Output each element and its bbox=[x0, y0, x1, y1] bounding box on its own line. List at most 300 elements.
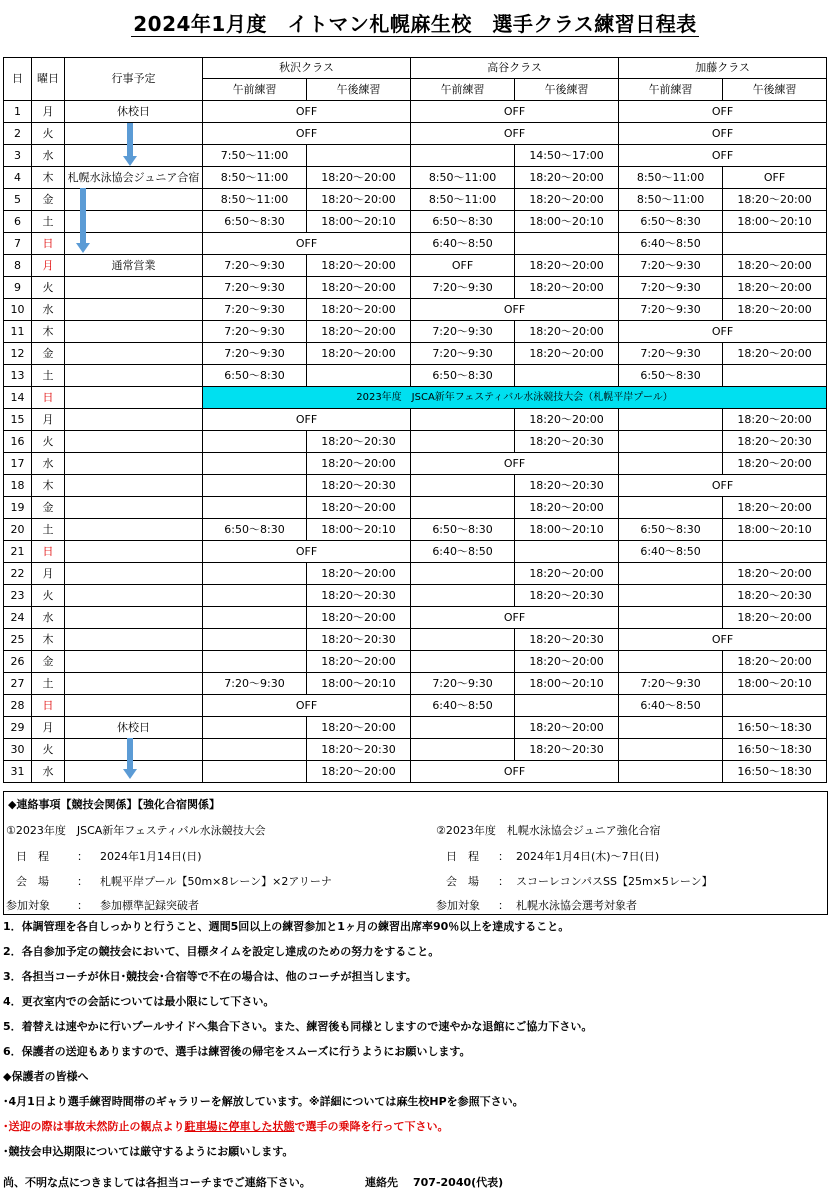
practice-cell: 8:50～11:00 bbox=[619, 167, 723, 189]
practice-cell: OFF bbox=[619, 145, 827, 167]
notice-heading: ◆連絡事項【競技会関係】【強化合宿関係】 bbox=[8, 798, 220, 811]
day-cell: 13 bbox=[4, 365, 32, 387]
practice-cell: OFF bbox=[619, 321, 827, 343]
schedule-row bbox=[4, 233, 827, 255]
practice-cell: 7:20～9:30 bbox=[411, 673, 515, 695]
practice-cell: 18:20～20:00 bbox=[515, 277, 619, 299]
event-2-date-label: 日 程 bbox=[446, 850, 479, 863]
day-cell: 28 bbox=[4, 695, 32, 717]
practice-cell bbox=[411, 145, 515, 167]
practice-cell: 6:50～8:30 bbox=[619, 365, 723, 387]
practice-cell: 18:20～20:30 bbox=[307, 431, 411, 453]
schedule-row bbox=[4, 365, 827, 387]
practice-cell: 18:20～20:00 bbox=[723, 497, 827, 519]
practice-cell: OFF bbox=[411, 255, 515, 277]
practice-cell bbox=[203, 739, 307, 761]
header-am: 午前練習 bbox=[411, 79, 515, 101]
practice-cell: OFF bbox=[411, 299, 619, 321]
practice-cell bbox=[619, 739, 723, 761]
practice-cell: 7:20～9:30 bbox=[203, 343, 307, 365]
event-cell bbox=[65, 629, 203, 651]
practice-cell bbox=[411, 739, 515, 761]
practice-cell: 18:20～20:00 bbox=[723, 651, 827, 673]
practice-cell bbox=[411, 475, 515, 497]
practice-cell: 8:50～11:00 bbox=[619, 189, 723, 211]
event-2-venue: スコーレコンパスSS【25m×5レーン】 bbox=[516, 875, 713, 888]
weekday-cell: 火 bbox=[32, 739, 65, 761]
weekday-cell: 日 bbox=[32, 387, 65, 409]
practice-cell: 7:20～9:30 bbox=[411, 343, 515, 365]
practice-cell bbox=[411, 717, 515, 739]
practice-cell: 18:20～20:30 bbox=[307, 739, 411, 761]
schedule-row bbox=[4, 409, 827, 431]
practice-cell: 16:50～18:30 bbox=[723, 761, 827, 783]
practice-cell: OFF bbox=[411, 101, 619, 123]
schedule-row bbox=[4, 101, 827, 123]
practice-cell bbox=[619, 761, 723, 783]
weekday-cell: 木 bbox=[32, 475, 65, 497]
practice-cell: OFF bbox=[203, 233, 411, 255]
practice-cell: 18:00～20:10 bbox=[307, 519, 411, 541]
practice-cell: 7:20～9:30 bbox=[619, 277, 723, 299]
practice-cell: 7:20～9:30 bbox=[203, 673, 307, 695]
rule-item: 3．各担当コーチが休日･競技会･合宿等で不在の場合は、他のコーチが担当します。 bbox=[3, 970, 417, 983]
practice-cell: 18:20～20:00 bbox=[307, 453, 411, 475]
practice-cell: 18:20～20:00 bbox=[723, 607, 827, 629]
practice-cell: 6:50～8:30 bbox=[619, 211, 723, 233]
header-day: 日 bbox=[4, 58, 32, 101]
schedule-row bbox=[4, 189, 827, 211]
practice-cell: 7:20～9:30 bbox=[619, 255, 723, 277]
schedule-row bbox=[4, 453, 827, 475]
event-cell: 休校日 bbox=[65, 717, 203, 739]
weekday-cell: 月 bbox=[32, 563, 65, 585]
day-cell: 26 bbox=[4, 651, 32, 673]
day-cell: 3 bbox=[4, 145, 32, 167]
practice-cell: OFF bbox=[411, 607, 619, 629]
schedule-row bbox=[4, 651, 827, 673]
event-cell bbox=[65, 651, 203, 673]
practice-cell bbox=[307, 365, 411, 387]
practice-cell: 18:20～20:00 bbox=[515, 651, 619, 673]
header-pm: 午後練習 bbox=[515, 79, 619, 101]
colon: ： bbox=[77, 875, 88, 888]
event-cell bbox=[65, 475, 203, 497]
practice-cell: OFF bbox=[203, 541, 411, 563]
schedule-row bbox=[4, 255, 827, 277]
practice-cell bbox=[203, 497, 307, 519]
practice-cell bbox=[411, 409, 515, 431]
header-class-takaya: 高谷クラス bbox=[411, 58, 619, 79]
day-cell: 15 bbox=[4, 409, 32, 431]
practice-cell: 18:20～20:00 bbox=[307, 255, 411, 277]
practice-cell bbox=[515, 233, 619, 255]
practice-cell bbox=[307, 145, 411, 167]
header-event: 行事予定 bbox=[65, 58, 203, 101]
event-cell bbox=[65, 365, 203, 387]
practice-cell: 7:20～9:30 bbox=[203, 299, 307, 321]
day-cell: 29 bbox=[4, 717, 32, 739]
rule-item: 5．着替えは速やかに行いプールサイドへ集合下さい。また、練習後も同様としますので速やかな退館にご協力下さい。 bbox=[3, 1020, 593, 1033]
weekday-cell: 水 bbox=[32, 453, 65, 475]
schedule-row bbox=[4, 673, 827, 695]
guardians-line-deadline: ･競技会申込期限については厳守するようにお願いします。 bbox=[3, 1145, 294, 1158]
practice-cell: 18:20～20:30 bbox=[307, 629, 411, 651]
practice-cell bbox=[203, 475, 307, 497]
event-cell bbox=[65, 453, 203, 475]
practice-cell: 18:20～20:00 bbox=[515, 497, 619, 519]
weekday-cell: 日 bbox=[32, 233, 65, 255]
weekday-cell: 月 bbox=[32, 409, 65, 431]
practice-cell bbox=[203, 629, 307, 651]
day-cell: 21 bbox=[4, 541, 32, 563]
practice-cell bbox=[203, 563, 307, 585]
practice-cell: 6:50～8:30 bbox=[203, 365, 307, 387]
schedule-row bbox=[4, 497, 827, 519]
day-cell: 12 bbox=[4, 343, 32, 365]
practice-cell: 6:50～8:30 bbox=[203, 211, 307, 233]
header-class-akizawa: 秋沢クラス bbox=[203, 58, 411, 79]
weekday-cell: 火 bbox=[32, 277, 65, 299]
weekday-cell: 月 bbox=[32, 717, 65, 739]
practice-cell bbox=[411, 497, 515, 519]
event-2-target-label: 参加対象 bbox=[436, 899, 480, 912]
day-cell: 19 bbox=[4, 497, 32, 519]
schedule-row bbox=[4, 541, 827, 563]
practice-cell: OFF bbox=[619, 475, 827, 497]
weekday-cell: 水 bbox=[32, 145, 65, 167]
page-title: 2024年1月度 イトマン札幌麻生校 選手クラス練習日程表 bbox=[133, 12, 697, 36]
practice-cell: 18:20～20:00 bbox=[515, 409, 619, 431]
practice-cell bbox=[411, 431, 515, 453]
practice-cell: 8:50～11:00 bbox=[203, 167, 307, 189]
day-cell: 30 bbox=[4, 739, 32, 761]
notice-box bbox=[3, 791, 828, 915]
practice-cell: 6:40～8:50 bbox=[411, 541, 515, 563]
weekday-cell: 月 bbox=[32, 101, 65, 123]
practice-cell: 6:50～8:30 bbox=[203, 519, 307, 541]
practice-cell: OFF bbox=[203, 695, 411, 717]
practice-cell: 6:50～8:30 bbox=[619, 519, 723, 541]
schedule-row bbox=[4, 387, 827, 409]
header-am: 午前練習 bbox=[203, 79, 307, 101]
schedule-row bbox=[4, 563, 827, 585]
event-cell bbox=[65, 585, 203, 607]
day-cell: 31 bbox=[4, 761, 32, 783]
competition-banner: 2023年度 JSCA新年フェスティバル水泳競技大会（札幌平岸プール） bbox=[203, 387, 827, 409]
colon: ： bbox=[498, 850, 509, 863]
practice-cell: 18:00～20:10 bbox=[515, 519, 619, 541]
event-cell bbox=[65, 277, 203, 299]
practice-cell: OFF bbox=[411, 761, 619, 783]
schedule-row bbox=[4, 211, 827, 233]
day-cell: 2 bbox=[4, 123, 32, 145]
practice-cell: 18:20～20:00 bbox=[723, 255, 827, 277]
event-1-date: 2024年1月14日(日) bbox=[100, 850, 202, 863]
practice-cell: 7:20～9:30 bbox=[619, 299, 723, 321]
practice-cell: 6:40～8:50 bbox=[619, 541, 723, 563]
practice-cell: 7:20～9:30 bbox=[203, 321, 307, 343]
day-cell: 20 bbox=[4, 519, 32, 541]
practice-cell: OFF bbox=[411, 123, 619, 145]
practice-cell bbox=[619, 651, 723, 673]
event-cell bbox=[65, 387, 203, 409]
practice-cell: OFF bbox=[619, 629, 827, 651]
rule-item: 2．各自参加予定の競技会において、目標タイムを設定し達成のための努力をすること。 bbox=[3, 945, 440, 958]
practice-cell: 6:50～8:30 bbox=[411, 365, 515, 387]
schedule-row bbox=[4, 299, 827, 321]
practice-cell: 18:00～20:10 bbox=[515, 211, 619, 233]
practice-cell: 6:40～8:50 bbox=[619, 695, 723, 717]
practice-cell bbox=[203, 651, 307, 673]
practice-cell bbox=[203, 431, 307, 453]
weekday-cell: 水 bbox=[32, 607, 65, 629]
practice-cell: 18:20～20:00 bbox=[515, 563, 619, 585]
practice-cell: 14:50～17:00 bbox=[515, 145, 619, 167]
practice-cell bbox=[619, 497, 723, 519]
event-2-venue-label: 会 場 bbox=[446, 875, 479, 888]
practice-cell: 18:20～20:00 bbox=[723, 409, 827, 431]
header-class-kato: 加藤クラス bbox=[619, 58, 827, 79]
colon: ： bbox=[77, 899, 88, 912]
weekday-cell: 火 bbox=[32, 431, 65, 453]
practice-cell: 18:20～20:00 bbox=[307, 563, 411, 585]
day-cell: 23 bbox=[4, 585, 32, 607]
event-cell: 休校日 bbox=[65, 101, 203, 123]
day-cell: 4 bbox=[4, 167, 32, 189]
practice-cell bbox=[411, 629, 515, 651]
day-cell: 8 bbox=[4, 255, 32, 277]
practice-cell: OFF bbox=[203, 409, 411, 431]
practice-cell: 16:50～18:30 bbox=[723, 739, 827, 761]
practice-cell bbox=[619, 607, 723, 629]
weekday-cell: 木 bbox=[32, 167, 65, 189]
practice-cell: 18:20～20:00 bbox=[307, 343, 411, 365]
footer-text: 尚、不明な点につきましては各担当コーチまでご連絡下さい。 bbox=[3, 1176, 311, 1189]
schedule-row bbox=[4, 475, 827, 497]
day-cell: 6 bbox=[4, 211, 32, 233]
practice-cell: OFF bbox=[203, 101, 411, 123]
practice-cell: 18:20～20:30 bbox=[515, 431, 619, 453]
practice-cell bbox=[203, 761, 307, 783]
practice-cell bbox=[203, 607, 307, 629]
practice-cell bbox=[619, 409, 723, 431]
practice-cell bbox=[411, 651, 515, 673]
practice-cell: 18:20～20:00 bbox=[307, 277, 411, 299]
event-cell: 通常営業 bbox=[65, 255, 203, 277]
schedule-row bbox=[4, 717, 827, 739]
event-1-venue: 札幌平岸プール【50m×8レーン】×2アリーナ bbox=[100, 875, 332, 888]
day-cell: 9 bbox=[4, 277, 32, 299]
schedule-row bbox=[4, 695, 827, 717]
event-cell: 札幌水泳協会ジュニア合宿 bbox=[65, 167, 203, 189]
colon: ： bbox=[498, 899, 509, 912]
day-cell: 10 bbox=[4, 299, 32, 321]
arrow-down-icon bbox=[123, 738, 137, 780]
day-cell: 7 bbox=[4, 233, 32, 255]
colon: ： bbox=[77, 850, 88, 863]
header-pm: 午後練習 bbox=[307, 79, 411, 101]
weekday-cell: 木 bbox=[32, 321, 65, 343]
practice-cell: 7:20～9:30 bbox=[411, 321, 515, 343]
practice-cell: 18:00～20:10 bbox=[515, 673, 619, 695]
practice-cell: 18:20～20:00 bbox=[307, 761, 411, 783]
practice-cell: OFF bbox=[619, 101, 827, 123]
event-1-venue-label: 会 場 bbox=[16, 875, 49, 888]
practice-cell: 8:50～11:00 bbox=[411, 189, 515, 211]
practice-cell: 7:20～9:30 bbox=[619, 343, 723, 365]
rule-item: 1．体調管理を各自しっかりと行うこと、週間5回以上の練習参加と1ヶ月の練習出席率90％以上を達成すること。 bbox=[3, 920, 570, 933]
practice-cell: 18:20～20:00 bbox=[307, 299, 411, 321]
contact-label: 連絡先 bbox=[365, 1176, 398, 1189]
event-cell bbox=[65, 563, 203, 585]
schedule-row bbox=[4, 277, 827, 299]
schedule-row bbox=[4, 607, 827, 629]
colon: ： bbox=[498, 875, 509, 888]
practice-cell: 18:20～20:00 bbox=[515, 343, 619, 365]
practice-cell: 18:20～20:00 bbox=[307, 321, 411, 343]
day-cell: 22 bbox=[4, 563, 32, 585]
practice-cell: 18:00～20:10 bbox=[307, 211, 411, 233]
weekday-cell: 金 bbox=[32, 651, 65, 673]
weekday-cell: 水 bbox=[32, 299, 65, 321]
header-am: 午前練習 bbox=[619, 79, 723, 101]
practice-cell: 7:20～9:30 bbox=[619, 673, 723, 695]
event-cell bbox=[65, 673, 203, 695]
practice-cell bbox=[723, 541, 827, 563]
event-cell bbox=[65, 299, 203, 321]
day-cell: 27 bbox=[4, 673, 32, 695]
day-cell: 14 bbox=[4, 387, 32, 409]
event-1-name: ①2023年度 JSCA新年フェスティバル水泳競技大会 bbox=[6, 824, 266, 837]
practice-cell: 18:20～20:00 bbox=[307, 189, 411, 211]
event-1-target: 参加標準記録突破者 bbox=[100, 899, 199, 912]
practice-cell: 18:00～20:10 bbox=[723, 519, 827, 541]
practice-cell bbox=[723, 695, 827, 717]
practice-cell: 18:20～20:00 bbox=[723, 343, 827, 365]
schedule-row bbox=[4, 343, 827, 365]
weekday-cell: 月 bbox=[32, 255, 65, 277]
practice-cell: 7:50～11:00 bbox=[203, 145, 307, 167]
event-cell bbox=[65, 431, 203, 453]
practice-cell: 6:40～8:50 bbox=[411, 233, 515, 255]
practice-cell: 18:20～20:00 bbox=[515, 717, 619, 739]
practice-cell: 6:50～8:30 bbox=[411, 211, 515, 233]
guardians-line-pickup: ･送迎の際は事故未然防止の観点より駐車場に停車した状態で選手の乗降を行って下さい。 bbox=[3, 1120, 449, 1133]
schedule-row bbox=[4, 431, 827, 453]
practice-cell: 6:40～8:50 bbox=[411, 695, 515, 717]
event-cell bbox=[65, 541, 203, 563]
weekday-cell: 土 bbox=[32, 673, 65, 695]
practice-cell bbox=[203, 585, 307, 607]
event-cell bbox=[65, 321, 203, 343]
practice-cell bbox=[515, 365, 619, 387]
practice-cell: 18:20～20:00 bbox=[307, 497, 411, 519]
practice-cell bbox=[203, 453, 307, 475]
practice-cell bbox=[619, 453, 723, 475]
practice-cell: 7:20～9:30 bbox=[203, 255, 307, 277]
weekday-cell: 火 bbox=[32, 123, 65, 145]
practice-cell bbox=[619, 563, 723, 585]
practice-cell: 18:20～20:00 bbox=[723, 453, 827, 475]
practice-cell bbox=[619, 717, 723, 739]
rule-item: 4．更衣室内での会話については最小限にして下さい。 bbox=[3, 995, 275, 1008]
practice-cell bbox=[619, 585, 723, 607]
event-2-target: 札幌水泳協会選考対象者 bbox=[516, 899, 637, 912]
arrow-down-icon bbox=[123, 123, 137, 167]
practice-cell: 18:20～20:30 bbox=[515, 475, 619, 497]
practice-cell bbox=[515, 541, 619, 563]
practice-cell: 18:20～20:00 bbox=[515, 189, 619, 211]
day-cell: 11 bbox=[4, 321, 32, 343]
practice-cell: 18:20～20:00 bbox=[515, 321, 619, 343]
event-cell bbox=[65, 409, 203, 431]
weekday-cell: 金 bbox=[32, 343, 65, 365]
weekday-cell: 火 bbox=[32, 585, 65, 607]
practice-cell: 18:20～20:00 bbox=[515, 167, 619, 189]
practice-cell: 18:20～20:30 bbox=[515, 739, 619, 761]
practice-cell: 18:20～20:30 bbox=[307, 585, 411, 607]
header-weekday: 曜日 bbox=[32, 58, 65, 101]
practice-cell: 18:20～20:00 bbox=[307, 607, 411, 629]
event-cell bbox=[65, 695, 203, 717]
contact-number: 707-2040(代表) bbox=[413, 1176, 504, 1189]
rule-item: 6．保護者の送迎もありますので、選手は練習後の帰宅をスムーズに行うようにお願いします。 bbox=[3, 1045, 471, 1058]
practice-cell: OFF bbox=[619, 123, 827, 145]
day-cell: 24 bbox=[4, 607, 32, 629]
practice-cell: 8:50～11:00 bbox=[411, 167, 515, 189]
practice-cell: 18:20～20:00 bbox=[723, 299, 827, 321]
arrow-down-icon bbox=[76, 188, 90, 254]
practice-cell: 16:50～18:30 bbox=[723, 717, 827, 739]
schedule-row bbox=[4, 629, 827, 651]
event-2-name: ②2023年度 札幌水泳協会ジュニア強化合宿 bbox=[436, 824, 661, 837]
practice-cell: 18:20～20:00 bbox=[723, 189, 827, 211]
practice-cell: 18:20～20:00 bbox=[307, 717, 411, 739]
weekday-cell: 金 bbox=[32, 497, 65, 519]
event-cell bbox=[65, 497, 203, 519]
weekday-cell: 日 bbox=[32, 541, 65, 563]
guardians-line-gallery: ･4月1日より選手練習時間帯のギャラリーを解放しています。※詳細については麻生校HPを参照下さい。 bbox=[3, 1095, 524, 1108]
weekday-cell: 木 bbox=[32, 629, 65, 651]
weekday-cell: 土 bbox=[32, 365, 65, 387]
practice-cell: 7:20～9:30 bbox=[411, 277, 515, 299]
practice-cell bbox=[723, 365, 827, 387]
practice-cell: 18:20～20:00 bbox=[515, 255, 619, 277]
day-cell: 16 bbox=[4, 431, 32, 453]
practice-cell: 8:50～11:00 bbox=[203, 189, 307, 211]
practice-cell bbox=[203, 717, 307, 739]
day-cell: 18 bbox=[4, 475, 32, 497]
event-cell bbox=[65, 519, 203, 541]
practice-cell: 18:20～20:30 bbox=[723, 431, 827, 453]
practice-cell: 6:50～8:30 bbox=[411, 519, 515, 541]
practice-cell: OFF bbox=[723, 167, 827, 189]
practice-cell: 7:20～9:30 bbox=[203, 277, 307, 299]
schedule-row bbox=[4, 585, 827, 607]
practice-cell: 18:20～20:30 bbox=[515, 585, 619, 607]
practice-cell: 18:20～20:30 bbox=[515, 629, 619, 651]
practice-cell: 18:00～20:10 bbox=[723, 673, 827, 695]
practice-cell: 18:20～20:00 bbox=[723, 277, 827, 299]
practice-cell: OFF bbox=[411, 453, 619, 475]
weekday-cell: 水 bbox=[32, 761, 65, 783]
practice-cell: OFF bbox=[203, 123, 411, 145]
practice-cell: 18:20～20:00 bbox=[723, 563, 827, 585]
schedule-row bbox=[4, 321, 827, 343]
practice-cell bbox=[411, 585, 515, 607]
practice-cell: 18:20～20:00 bbox=[307, 651, 411, 673]
